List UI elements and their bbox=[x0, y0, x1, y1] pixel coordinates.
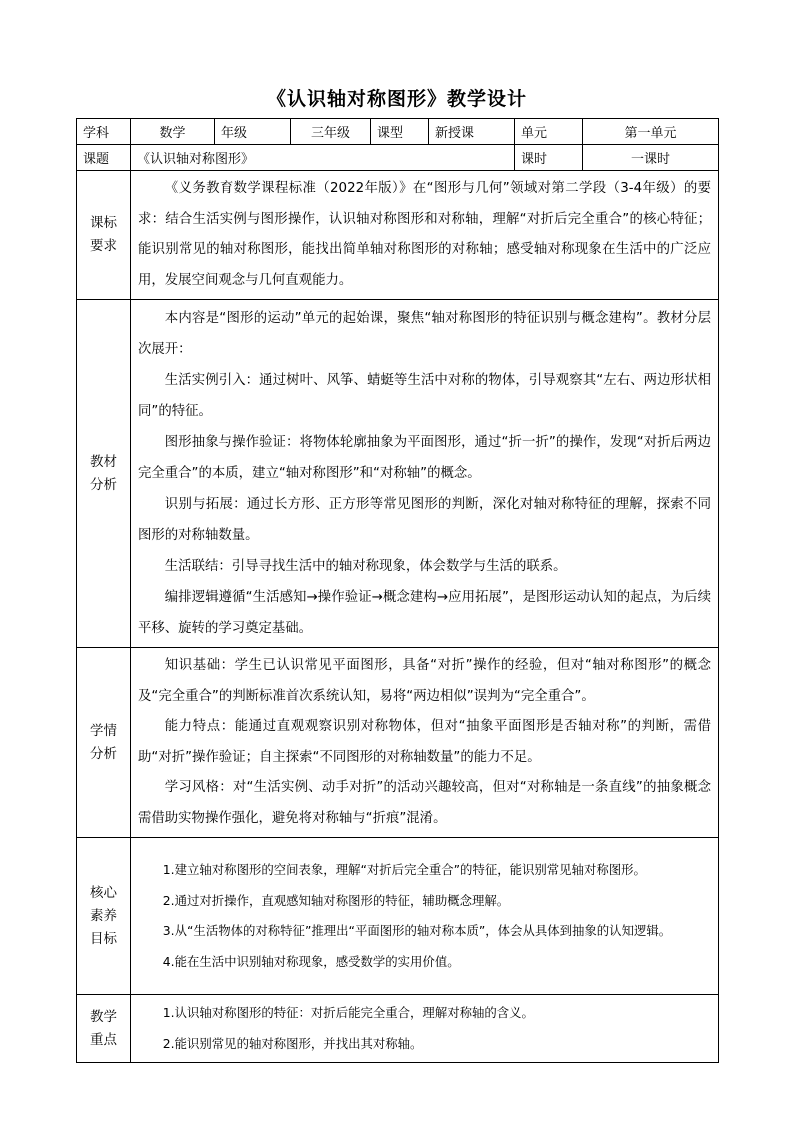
section-content bbox=[131, 838, 719, 995]
section-student-analysis bbox=[77, 648, 719, 838]
paragraph: 《义务教育数学课程标准（2022年版）》在“图形与几何”领域对第二学段（3-4年级）的要求：结合生活实例与图形操作，认识轴对称图形和对称轴，理解“对折后完全重合”的核心特征；能识别常见的轴对称图形，能找出简单轴对称图形的对称轴；感受轴对称现象在生活中的广泛应用，发展空间观念与几何直观能力。 bbox=[138, 181, 711, 288]
grade-label: 年级 bbox=[215, 119, 291, 145]
paragraph: 3.从“生活物体的对称特征”推理出“平面图形的轴对称本质”，体会从具体到抽象的认知逻辑。 bbox=[162, 923, 672, 938]
section-label: 课标 要求 bbox=[77, 171, 131, 300]
unit-label: 单元 bbox=[515, 119, 583, 145]
section-label: 教材 分析 bbox=[77, 300, 131, 648]
paragraph: 知识基础：学生已认识常见平面图形，具备“对折”操作的经验，但对“轴对称图形”的概念及“完全重合”的判断标准首次系统认知，易将“两边相似”误判为“完全重合”。 bbox=[138, 658, 711, 704]
type-value: 新授课 bbox=[429, 119, 515, 145]
section-label: 核心 素养 目标 bbox=[77, 838, 131, 995]
unit-value: 第一单元 bbox=[583, 119, 719, 145]
paragraph: 编排逻辑遵循“生活感知→操作验证→概念建构→应用拓展”，是图形运动认知的起点，为后续平移、旋转的学习奠定基础。 bbox=[138, 590, 711, 636]
paragraph: 学习风格：对“生活实例、动手对折”的活动兴趣较高，但对“对称轴是一条直线”的抽象概念需借助实物操作强化，避免将对称轴与“折痕”混淆。 bbox=[138, 780, 711, 826]
document-title: 《认识轴对称图形》教学设计 bbox=[266, 88, 527, 110]
subject-label: 学科 bbox=[77, 119, 131, 145]
paragraph: 生活实例引入：通过树叶、风筝、蜻蜓等生活中对称的物体，引导观察其“左右、两边形状相同”的特征。 bbox=[138, 373, 711, 419]
section-content bbox=[131, 171, 719, 300]
paragraph: 本内容是“图形的运动”单元的起始课，聚焦“轴对称图形的特征识别与概念建构”。教材分层次展开： bbox=[138, 311, 711, 357]
paragraph: 2.通过对折操作，直观感知轴对称图形的特征，辅助概念理解。 bbox=[162, 892, 510, 908]
row-topic bbox=[77, 145, 719, 171]
paragraph: 识别与拓展：通过长方形、正方形等常见图形的判断，深化对轴对称特征的理解，探索不同图形的对称轴数量。 bbox=[138, 497, 711, 543]
topic-label: 课题 bbox=[77, 145, 131, 171]
paragraph: 能力特点：能通过直观观察识别对称物体，但对“抽象平面图形是否轴对称”的判断，需借助“对折”操作验证；自主探索“不同图形的对称轴数量”的能力不足。 bbox=[138, 719, 711, 765]
type-label: 课型 bbox=[371, 119, 429, 145]
paragraph: 1.建立轴对称图形的空间表象，理解“对折后完全重合”的特征，能识别常见轴对称图形。 bbox=[162, 862, 646, 877]
topic-value: 《认识轴对称图形》 bbox=[131, 145, 515, 171]
hours-label: 课时 bbox=[515, 145, 583, 171]
paragraph: 图形抽象与操作验证：将物体轮廓抽象为平面图形，通过“折一折”的操作，发现“对折后两边完全重合”的本质，建立“轴对称图形”和“对称轴”的概念。 bbox=[138, 435, 711, 481]
row-basic-info bbox=[77, 119, 719, 145]
grade-value: 三年级 bbox=[291, 119, 371, 145]
section-label: 教学 重点 bbox=[77, 995, 131, 1063]
section-content bbox=[131, 648, 719, 838]
paragraph: 2.能识别常见的轴对称图形，并找出其对称轴。 bbox=[162, 1035, 423, 1051]
subject-value: 数学 bbox=[131, 119, 215, 145]
lesson-plan-table bbox=[76, 118, 719, 1063]
paragraph: 生活联结：引导寻找生活中的轴对称现象，体会数学与生活的联系。 bbox=[164, 559, 567, 574]
section-textbook-analysis bbox=[77, 300, 719, 648]
section-content bbox=[131, 300, 719, 648]
section-curriculum-standard bbox=[77, 171, 719, 300]
paragraph: 1.认识轴对称图形的特征：对折后能完全重合，理解对称轴的含义。 bbox=[162, 1005, 534, 1020]
section-core-literacy-goals bbox=[77, 838, 719, 995]
hours-value: 一课时 bbox=[583, 145, 719, 171]
section-teaching-focus bbox=[77, 995, 719, 1063]
section-content bbox=[131, 995, 719, 1063]
section-label: 学情 分析 bbox=[77, 648, 131, 838]
paragraph: 4.能在生活中识别轴对称现象，感受数学的实用价值。 bbox=[162, 953, 460, 969]
